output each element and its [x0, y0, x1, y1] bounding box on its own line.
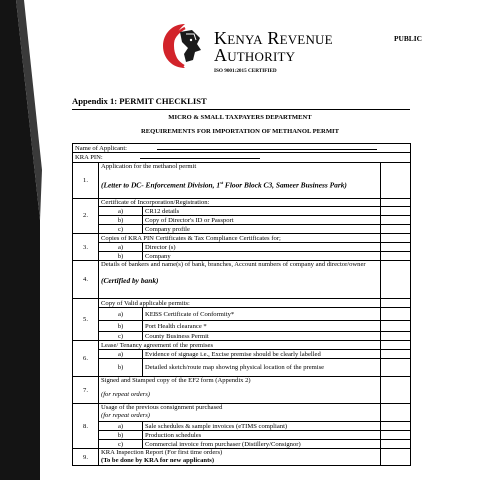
sub-item-letter: b) [99, 321, 143, 332]
item-note: (Certified by bank) [101, 275, 159, 285]
check-box[interactable] [381, 207, 411, 216]
applicant-name-cell [73, 144, 411, 153]
sub-item-letter: a) [99, 350, 143, 359]
organization-name [214, 30, 333, 64]
requirements-heading: REQUIREMENTS FOR IMPORTATION OF METHANOL PERMIT [140, 128, 340, 135]
item-description [99, 162, 381, 198]
check-box[interactable] [381, 377, 411, 404]
checklist-row-7 [73, 377, 411, 404]
checklist-row-5 [73, 299, 411, 308]
check-box[interactable] [381, 225, 411, 234]
check-box[interactable] [381, 359, 411, 377]
item-number: 6. [73, 341, 99, 377]
sub-item-letter: a) [99, 207, 143, 216]
checklist-subrow [73, 225, 411, 234]
checklist-row-2 [73, 198, 411, 206]
item-description [99, 261, 381, 299]
applicant-name-field[interactable] [157, 144, 377, 150]
checklist-subrow [73, 350, 411, 359]
check-box[interactable] [381, 449, 411, 466]
item-note: (for repeat orders) [101, 411, 150, 419]
item-number: 1. [73, 162, 99, 198]
item-title: Copy of Valid applicable permits: [99, 299, 381, 308]
department-heading: MICRO & SMALL TAXPAYERS DEPARTMENT [168, 114, 312, 121]
check-box[interactable] [381, 341, 411, 350]
item-number: 8. [73, 404, 99, 449]
check-box[interactable] [381, 216, 411, 225]
checklist-subrow [73, 332, 411, 341]
sub-item-text: Detailed sketch/route map showing physical location of the premise [143, 359, 381, 377]
sub-item-letter: c) [99, 225, 143, 234]
item-title: Signed and Stamped copy of the EF2 form (Appendix 2) [101, 377, 251, 385]
check-box[interactable] [381, 440, 411, 449]
item-description [99, 377, 381, 404]
checklist-subrow [73, 207, 411, 216]
check-box[interactable] [381, 162, 411, 198]
sub-item-text: County Business Permit [143, 332, 381, 341]
checklist-subrow [73, 243, 411, 252]
appendix-title: Appendix 1: PERMIT CHECKLIST [72, 96, 207, 106]
sub-item-text: Production schedules [143, 431, 381, 440]
permit-checklist-table [72, 143, 411, 466]
check-box[interactable] [381, 234, 411, 243]
sub-item-letter: a) [99, 243, 143, 252]
item-number: 9. [73, 449, 99, 466]
classification-label: PUBLIC [394, 34, 422, 43]
kra-pin-field[interactable] [140, 153, 260, 159]
item-description [99, 449, 381, 466]
item-number: 3. [73, 234, 99, 261]
checklist-subrow [73, 422, 411, 431]
check-box[interactable] [381, 308, 411, 321]
applicant-name-label: Name of Applicant: [75, 145, 128, 152]
applicant-name-row [73, 144, 411, 153]
sub-item-letter: b) [99, 216, 143, 225]
item-title: Lease/ Tenancy agreement of the premises [99, 341, 381, 350]
check-box[interactable] [381, 332, 411, 341]
sub-item-text: Company [143, 252, 381, 261]
check-box[interactable] [381, 243, 411, 252]
iso-certification: ISO 9001:2015 CERTIFIED [214, 68, 277, 74]
item-title: Application for the methanol permit [101, 162, 197, 170]
checklist-subrow [73, 216, 411, 225]
checklist-subrow [73, 359, 411, 377]
item-note: (To be done by KRA for new applicants) [101, 456, 215, 464]
sub-item-text: Director (s) [143, 243, 381, 252]
sub-item-text: Commercial invoice from purchaser (Distillery/Consignor) [143, 440, 381, 449]
item-title: Certificate of Incorporation/Registration: [99, 198, 381, 206]
brand-line-1: Kenya Revenue [214, 28, 333, 48]
item-number: 7. [73, 377, 99, 404]
item-title: Copies of KRA PIN Certificates & Tax Compliance Certificates for; [99, 234, 381, 243]
check-box[interactable] [381, 261, 411, 299]
brand-line-2: Authority [214, 45, 296, 65]
check-box[interactable] [381, 198, 411, 206]
sub-item-letter: a) [99, 422, 143, 431]
sub-item-text: Company profile [143, 225, 381, 234]
item-title: Usage of the previous consignment purchased [101, 404, 223, 412]
check-box[interactable] [381, 404, 411, 422]
sub-item-letter: c) [99, 332, 143, 341]
check-box[interactable] [381, 350, 411, 359]
checklist-subrow [73, 308, 411, 321]
sub-item-text: KEBS Certificate of Conformity* [143, 308, 381, 321]
checklist-subrow [73, 252, 411, 261]
kra-pin-label: KRA PIN: [75, 154, 103, 162]
checklist-row-3 [73, 234, 411, 243]
sub-item-text: CR12 details [143, 207, 381, 216]
checklist-row-6 [73, 341, 411, 350]
title-underline [72, 109, 410, 110]
item-note: (for repeat orders) [101, 390, 150, 398]
sub-item-letter: c) [99, 440, 143, 449]
sub-item-text: Sale schedules & sample invoices (eTIMS compliant) [143, 422, 381, 431]
item-number: 2. [73, 198, 99, 233]
sub-item-letter: a) [99, 308, 143, 321]
check-box[interactable] [381, 431, 411, 440]
check-box[interactable] [381, 252, 411, 261]
item-description [99, 404, 381, 422]
checklist-row-8 [73, 404, 411, 422]
sub-item-text: Copy of Director's ID or Passport [143, 216, 381, 225]
check-box[interactable] [381, 321, 411, 332]
checklist-subrow [73, 431, 411, 440]
checklist-subrow [73, 321, 411, 332]
checklist-row-1 [73, 162, 411, 198]
sub-item-text: Port Health clearance * [143, 321, 381, 332]
item-number: 4. [73, 261, 99, 299]
item-title: Details of bankers and name(s) of bank, branches, Account numbers of company and director/owner [101, 261, 366, 269]
item-number: 5. [73, 299, 99, 341]
sub-item-letter: b) [99, 431, 143, 440]
sub-item-text: Evidence of signage i.e., Excise premise should be clearly labelled [143, 350, 381, 359]
check-box[interactable] [381, 422, 411, 431]
kra-lion-logo [160, 22, 210, 70]
kra-pin-row [73, 153, 411, 162]
kra-pin-cell [73, 153, 411, 162]
sub-item-letter: b) [99, 252, 143, 261]
item-title: KRA Inspection Report (For first time orders) [101, 449, 223, 457]
binder-spine-decoration [0, 0, 44, 480]
checklist-row-4 [73, 261, 411, 299]
check-box[interactable] [381, 299, 411, 308]
sub-item-letter: b) [99, 359, 143, 377]
item-note: (Letter to DC- Enforcement Division, 1st Floor Block C3, Sameer Business Park) [101, 180, 347, 190]
checklist-subrow [73, 440, 411, 449]
checklist-row-9 [73, 449, 411, 466]
